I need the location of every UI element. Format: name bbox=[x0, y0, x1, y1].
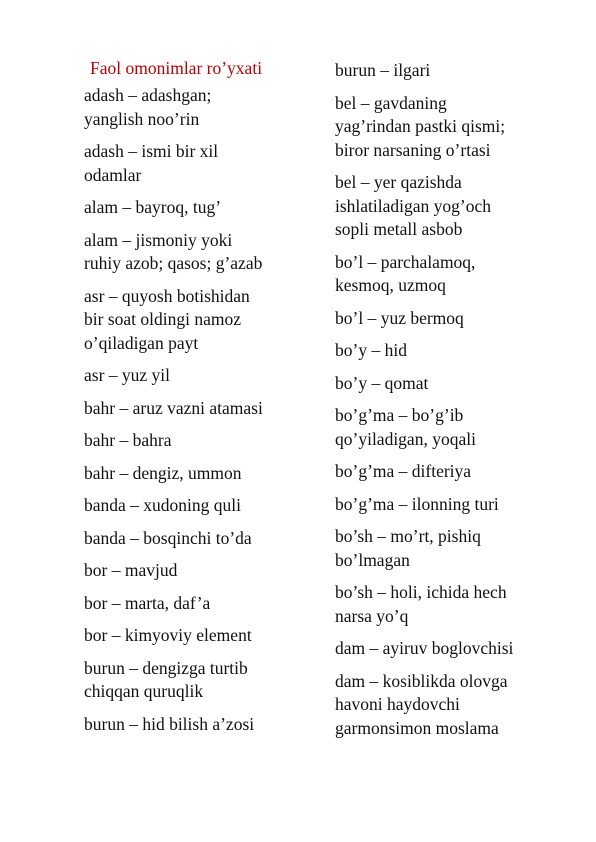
list-item: bo’sh – mo’rt, pishiq bo’lmagan bbox=[335, 526, 481, 570]
list-item: bel – yer qazishda ishlatiladigan yog’och sopli metall asbob bbox=[335, 172, 492, 239]
list-item: bo’g’ma – difteriya bbox=[335, 461, 472, 481]
list-item: burun – dengizga turtib chiqqan quruqlik bbox=[84, 657, 248, 701]
list-item: bahr – bahra bbox=[84, 430, 172, 450]
list-item: alam – jismoniy yoki ruhiy azob; qasos; g’azab bbox=[84, 229, 263, 273]
list-item: alam – bayroq, tug’ bbox=[84, 197, 222, 217]
list-item: burun – hid bilish a’zosi bbox=[84, 713, 255, 734]
list-item: burun – ilgari bbox=[335, 60, 431, 80]
list-item: bor – kimyoviy element bbox=[84, 625, 252, 645]
list-item: bo’y – qomat bbox=[335, 372, 429, 393]
list-item: bo’l – parchalamoq, kesmoq, uzmoq bbox=[335, 251, 476, 295]
list-item: asr – yuz yil bbox=[84, 365, 171, 385]
left-column bbox=[84, 56, 306, 745]
list-item: bahr – aruz vazni atamasi bbox=[84, 397, 263, 418]
list-item: dam – ayiruv boglovchisi bbox=[335, 638, 514, 658]
list-item: bo’g’ma – bo’g’ib qo’yiladigan, yoqali bbox=[335, 405, 476, 449]
list-item: dam – kosiblikda olovga havoni haydovchi garmonsimon moslama bbox=[335, 670, 508, 738]
list-item: adash – adashgan; yanglish noo’rin bbox=[84, 85, 212, 129]
list-item: adash – ismi bir xil odamlar bbox=[84, 141, 219, 185]
right-column bbox=[335, 56, 557, 749]
list-item: banda – xudoning quli bbox=[84, 495, 241, 515]
list-item: bo’l – yuz bermoq bbox=[335, 307, 464, 328]
list-item: bo’sh – holi, ichida hech narsa yo’q bbox=[335, 582, 507, 626]
list-item: bel – gavdaning yag’rindan pastki qismi; biror narsaning o’rtasi bbox=[335, 92, 506, 160]
list-item: bo’g’ma – ilonning turi bbox=[335, 493, 499, 514]
list-item: bor – mavjud bbox=[84, 560, 178, 580]
page-title: Faol omonimlar ro’yxati bbox=[90, 58, 263, 78]
list-item: bo’y – hid bbox=[335, 340, 407, 360]
list-item: bahr – dengiz, ummon bbox=[84, 462, 242, 483]
list-item: banda – bosqinchi to’da bbox=[84, 527, 252, 548]
list-item: asr – quyosh botishidan bir soat oldingi namoz o’qiladigan payt bbox=[84, 285, 250, 353]
list-item: bor – marta, daf’a bbox=[84, 592, 211, 613]
